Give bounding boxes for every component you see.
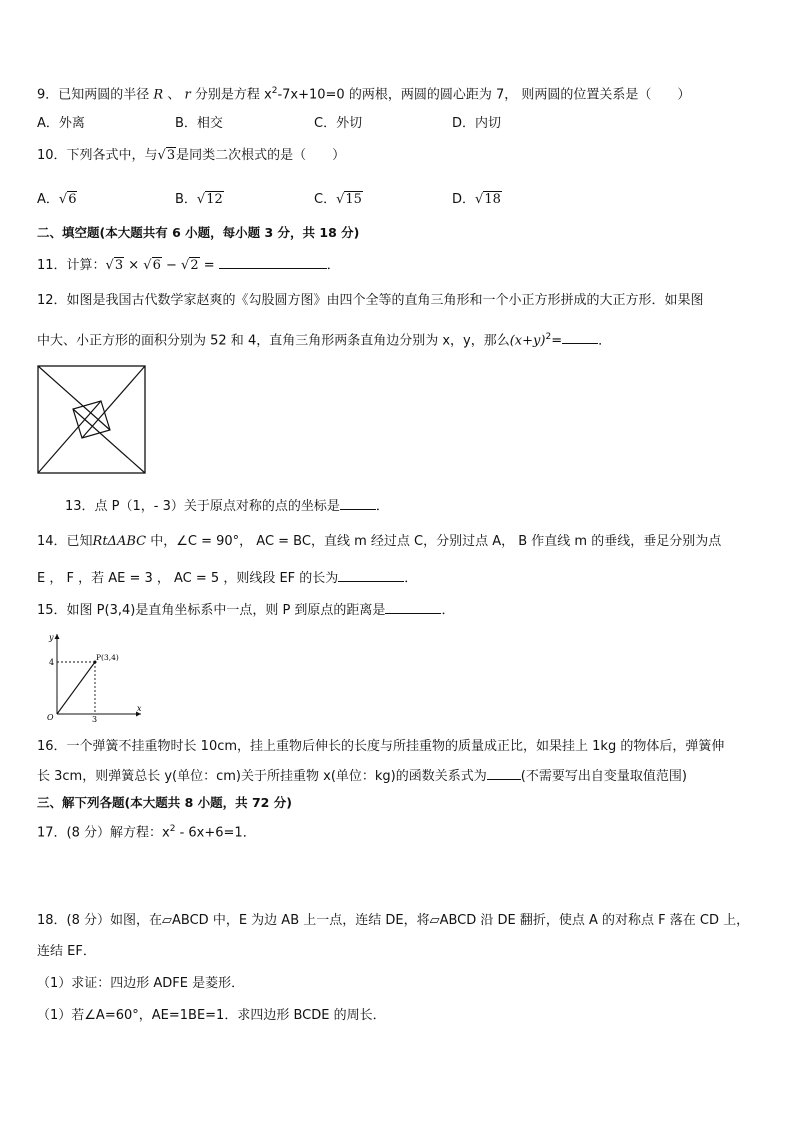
question-16-line-2: 长 3cm，则弹簧总长 y(单位：cm)关于所挂重物 x(单位：kg)的函数关系式为 (不需要写出自变量取值范围)	[37, 769, 687, 784]
question-15: 15．如图 P(3,4)是直角坐标系中一点，则 P 到原点的距离是 ．	[37, 603, 455, 618]
question-13: 13．点 P（1，- 3）关于原点对称的点的坐标是 ．	[65, 499, 389, 514]
question-14-line-2: E ， F ，若 AE = 3 ， AC = 5 ，则线段 EF 的长为 ．	[37, 571, 418, 586]
y-axis-arrow	[55, 634, 60, 639]
question-18-line-1: 18．(8 分）如图，在▱ABCD 中，E 为边 AB 上一点，连结 DE，将▱ABCD 沿 DE 翻折，使点 A 的对称点 F 落在 CD 上，	[37, 913, 750, 928]
q9-option-b: B．相交	[175, 116, 223, 131]
section-2-heading: 二、填空题(本大题共有 6 小题，每小题 3 分，共 18 分)	[37, 225, 360, 240]
question-16-line-1: 16．一个弹簧不挂重物时长 10cm，挂上重物后伸长的长度与所挂重物的质量成正比，如果挂上 1kg 的物体后，弹簧伸	[37, 739, 725, 754]
answer-blank	[338, 569, 404, 582]
triangle-edge	[82, 366, 145, 438]
zhao-shuang-diagram	[37, 365, 147, 475]
question-12-line-1: 12．如图是我国古代数学家赵爽的《勾股圆方图》由四个全等的直角三角形和一个小正方形拼成的大正方形．如果图	[37, 293, 704, 308]
question-9: 9．已知两圆的半径 R 、 r 分别是方程 $x^2-7x+10=0$ 的两根，两圆的圆心距为 7， 则两圆的位置关系是（ ）	[37, 86, 691, 103]
question-10: 10．下列各式中，与√3是同类二次根式的是（ ）	[37, 148, 346, 163]
q9-option-c: C．外切	[314, 116, 363, 131]
question-18-line-2: 连结 EF．	[37, 944, 96, 959]
question-12-line-2: 中大、小正方形的面积分别为 52 和 4，直角三角形两条直角边分别为 x，y，那么$(x+y)^2=$ ．	[37, 332, 612, 349]
q10-option-a: A．√6	[37, 192, 77, 207]
q9-option-d: D．内切	[452, 116, 502, 131]
q10-option-b: B．√12	[175, 192, 223, 207]
origin-label: O	[47, 713, 54, 722]
answer-blank	[487, 767, 521, 780]
triangle-edge	[38, 401, 101, 473]
coordinate-figure	[37, 628, 147, 722]
question-11: 11．计算：√3 × √6 − √2 = ．	[37, 258, 340, 273]
question-18-part-1: （1）求证：四边形 ADFE 是菱形．	[37, 976, 245, 991]
inner-square	[73, 401, 110, 438]
sqrt-expression: √3	[157, 148, 176, 163]
question-17: 17．(8 分）解方程：$x^2 - 6x+6=1$．	[37, 824, 256, 841]
y-axis-label: y	[49, 633, 54, 642]
segment-op	[57, 662, 95, 714]
section-3-heading: 三、解下列各题(本大题共 8 小题，共 72 分)	[37, 795, 292, 810]
x-axis-label: x	[137, 704, 142, 713]
triangle-edge	[38, 366, 110, 430]
q10-option-d: D．√18	[452, 192, 501, 207]
question-14-line-1: 14．已知RtΔABC 中，∠C = 90°， AC = BC，直线 m 经过点 C，分别过点 A， B 作直线 m 的垂线，垂足分别为点	[37, 534, 722, 549]
answer-blank	[385, 601, 441, 614]
tick-label-3: 3	[92, 715, 98, 722]
answer-blank	[562, 331, 598, 344]
outer-square	[38, 366, 145, 473]
answer-blank	[219, 256, 327, 269]
q10-option-c: C．√15	[314, 192, 362, 207]
point-p-label: P(3,4)	[96, 653, 119, 662]
triangle-edge	[73, 409, 145, 473]
answer-blank	[340, 497, 376, 510]
tick-label-4: 4	[49, 658, 55, 667]
q9-option-a: A．外离	[37, 116, 85, 131]
question-18-part-2: （1）若∠A=60°，AE=1BE=1．求四边形 BCDE 的周长．	[37, 1008, 386, 1023]
